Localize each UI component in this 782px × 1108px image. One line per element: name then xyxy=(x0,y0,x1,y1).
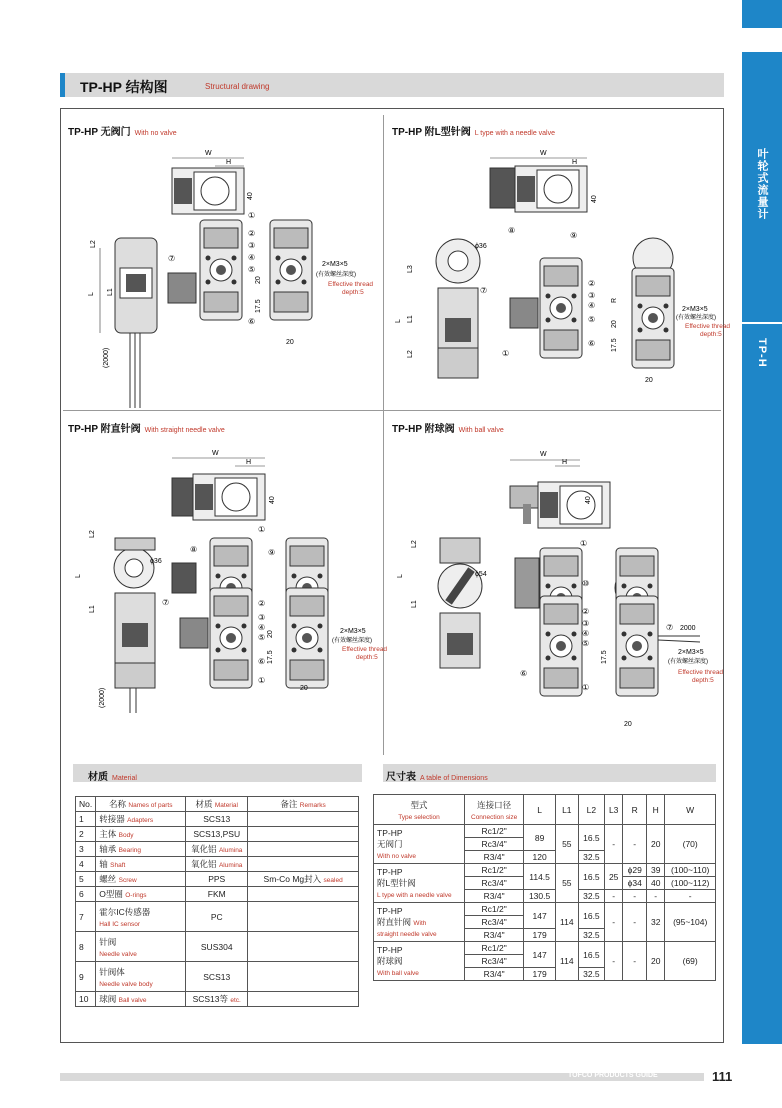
svg-text:depth:5: depth:5 xyxy=(700,331,722,338)
svg-text:L1: L1 xyxy=(411,600,418,608)
svg-text:②: ② xyxy=(258,599,266,608)
svg-text:④: ④ xyxy=(248,253,256,262)
svg-text:20: 20 xyxy=(624,721,632,728)
table-row: 2 主体 Body SCS13,PSU xyxy=(76,827,359,842)
svg-text:⑨: ⑨ xyxy=(268,548,276,557)
side-tab-model xyxy=(742,324,782,1044)
svg-text:①: ① xyxy=(502,349,510,358)
structural-drawings xyxy=(60,108,731,758)
table-row: R3/4" 120 32.5 xyxy=(374,851,716,864)
dim-L1-1: L1 xyxy=(107,288,114,296)
material-table: No. 名称 Names of parts 材质 Material 备注 Remarks 1 转接器 Adapters SCS13 2 主体 Body SCS13,PSU 3 轴承 Bearing 氧化铝 Alumina 4 轴 Shaft 氧化铝 Alumina 5 螺丝 Screw PPS Sm-Co Mg封入 sealed 6 O型圈 O-rings FKM 7 霍尔IC传感器 Hall IC sensor PC 8 针阀 Needle valve SUS304 9 针阀体 Needle valve body SCS13 10 球阀 Ball valve SCS13等 etc. xyxy=(75,796,359,1007)
table-row: 3 轴承 Bearing 氧化铝 Alumina xyxy=(76,842,359,857)
svg-text:W: W xyxy=(540,150,547,157)
svg-text:⑤: ⑤ xyxy=(588,315,596,324)
svg-text:L1: L1 xyxy=(89,605,96,613)
dim-L2-1: L2 xyxy=(90,240,97,248)
svg-text:④: ④ xyxy=(588,301,596,310)
svg-text:⑤: ⑤ xyxy=(248,265,256,274)
svg-text:(有效螺丝深度): (有效螺丝深度) xyxy=(316,272,356,278)
side-tab-model-label: TP-H xyxy=(756,338,768,368)
svg-text:①: ① xyxy=(258,676,266,685)
svg-text:⑥: ⑥ xyxy=(588,339,596,348)
svg-text:17.5: 17.5 xyxy=(267,650,274,664)
svg-text:40: 40 xyxy=(585,496,592,504)
svg-text:⑦: ⑦ xyxy=(480,286,488,295)
table-row: 10 球阀 Ball valve SCS13等 etc. xyxy=(76,992,359,1007)
svg-text:L: L xyxy=(397,574,404,578)
svg-text:H: H xyxy=(562,459,568,466)
svg-text:20: 20 xyxy=(645,377,653,384)
svg-text:⑦: ⑦ xyxy=(162,598,170,607)
svg-text:⑦: ⑦ xyxy=(666,623,674,632)
svg-text:④: ④ xyxy=(582,629,590,638)
svg-text:depth:5: depth:5 xyxy=(356,654,378,661)
svg-text:L3: L3 xyxy=(407,265,414,273)
table-row: Rc3/4" xyxy=(374,955,716,968)
svg-text:2×M3×5: 2×M3×5 xyxy=(682,306,708,313)
svg-text:W: W xyxy=(540,451,547,458)
dim-H-1: H xyxy=(226,159,232,166)
footer-brand: TOFCO PRODUCTS GUIDE xyxy=(568,1072,658,1079)
material-title: 材质 Material xyxy=(88,772,137,783)
dimensions-title: 尺寸表 A table of Dimensions xyxy=(386,772,488,783)
svg-text:17.5: 17.5 xyxy=(611,338,618,352)
svg-text:L2: L2 xyxy=(411,540,418,548)
svg-text:ϕ36: ϕ36 xyxy=(150,558,162,565)
svg-text:20: 20 xyxy=(267,630,274,638)
table-row: R3/4" 130.5 32.5 - - - - xyxy=(374,890,716,903)
svg-text:2×M3×5: 2×M3×5 xyxy=(340,628,366,635)
svg-text:2000: 2000 xyxy=(680,625,696,632)
svg-text:(有效螺丝深度): (有效螺丝深度) xyxy=(332,638,372,644)
svg-text:⑤: ⑤ xyxy=(258,633,266,642)
svg-text:L1: L1 xyxy=(407,315,414,323)
dim-W-1: W xyxy=(205,150,212,157)
svg-text:③: ③ xyxy=(588,291,596,300)
svg-text:Effective thread: Effective thread xyxy=(678,669,724,676)
svg-text:20: 20 xyxy=(611,320,618,328)
table-row: TP-HP 附L型针阀 L type with a needle valve Rc1/2" 114.5 55 16.5 25 ϕ29 39 (100~110) xyxy=(374,864,716,877)
dim-40-1: 40 xyxy=(247,192,254,200)
svg-text:W: W xyxy=(212,450,219,457)
svg-text:2×M3×5: 2×M3×5 xyxy=(678,649,704,656)
drawing-straight-needle-valve xyxy=(75,450,387,713)
svg-text:L2: L2 xyxy=(407,350,414,358)
table-row: Rc3/4" xyxy=(374,916,716,929)
svg-text:②: ② xyxy=(588,279,596,288)
table-row: R3/4" 179 32.5 xyxy=(374,968,716,981)
svg-text:depth:5: depth:5 xyxy=(692,677,714,684)
table-row: 5 螺丝 Screw PPS Sm-Co Mg封入 sealed xyxy=(76,872,359,887)
table-row: 6 O型圈 O-rings FKM xyxy=(76,887,359,902)
svg-text:L: L xyxy=(395,319,402,323)
drawing-ball-valve xyxy=(397,451,723,728)
svg-text:②: ② xyxy=(582,607,590,616)
table-row: TP-HP 无阀门 With no valve Rc1/2" 89 55 16.5 - - 20 (70) xyxy=(374,825,716,838)
dimensions-table: 型式 Type selection 连接口径 Connection size L L1 L2 L3 R H W TP-HP 无阀门 With no valve Rc1/2" 89 55 16.5 - - 20 (70) Rc3/4" R3/4" 120 32.5 TP-HP 附L型针阀 L type with a needle valve Rc1/2" 114.5 55 16.5 25 ϕ29 39 (100~110) Rc3/4" ϕ34 40 (100~112) R3/4" 130.5 32.5 - - - - TP-HP 附直针阀 With straight needle valve Rc1/2" 147 114 16.5 - - 32 (95~104) Rc3/4" R3/4" 179 32.5 TP-HP 附球阀 With ball valve Rc1/2" 147 114 16.5 - - 20 (69) Rc3/4" R3/4" 179 32.5 xyxy=(373,794,716,981)
table-row: 7 霍尔IC传感器 Hall IC sensor PC xyxy=(76,902,359,932)
side-tab-top xyxy=(742,0,782,28)
svg-text:⑧: ⑧ xyxy=(508,226,516,235)
svg-text:⑥: ⑥ xyxy=(520,669,528,678)
svg-text:20: 20 xyxy=(300,685,308,692)
table-row: 8 针阀 Needle valve SUS304 xyxy=(76,932,359,962)
svg-text:Effective thread: Effective thread xyxy=(685,323,731,330)
svg-text:L2: L2 xyxy=(89,530,96,538)
page-subtitle: Structural drawing xyxy=(205,82,270,91)
svg-text:(2000): (2000) xyxy=(99,687,106,708)
svg-text:⑩: ⑩ xyxy=(582,579,590,588)
table-row: TP-HP 附球阀 With ball valve Rc1/2" 147 114 16.5 - - 20 (69) xyxy=(374,942,716,955)
callout-7: ⑦ xyxy=(168,254,176,263)
svg-text:R: R xyxy=(611,297,618,303)
page-number: 111 xyxy=(712,1069,733,1084)
header-accent xyxy=(60,73,65,97)
svg-text:⑧: ⑧ xyxy=(190,545,198,554)
drawing-title-no-valve: TP-HP 无阀门 With no valve xyxy=(68,127,177,138)
svg-text:⑥: ⑥ xyxy=(258,657,266,666)
svg-text:H: H xyxy=(572,159,578,166)
drawing-title-straight-needle: TP-HP 附直针阀 With straight needle valve xyxy=(68,424,225,435)
svg-text:①: ① xyxy=(258,525,266,534)
page-title: TP-HP 结构图 xyxy=(80,79,168,95)
svg-text:(有效螺丝深度): (有效螺丝深度) xyxy=(676,315,716,321)
drawing-title-l-needle: TP-HP 附L型针阀 L type with a needle valve xyxy=(392,127,556,138)
drawing-title-ball-valve: TP-HP 附球阀 With ball valve xyxy=(392,424,504,435)
svg-text:(有效螺丝深度): (有效螺丝深度) xyxy=(668,659,708,665)
table-row: 1 转接器 Adapters SCS13 xyxy=(76,812,359,827)
svg-text:2×M3×5: 2×M3×5 xyxy=(322,261,348,268)
svg-text:17.5: 17.5 xyxy=(255,299,262,313)
svg-text:ϕ36: ϕ36 xyxy=(475,243,487,250)
svg-text:①: ① xyxy=(248,211,256,220)
svg-text:20: 20 xyxy=(286,339,294,346)
drawing-l-needle-valve xyxy=(395,150,730,384)
table-row: Rc3/4" ϕ34 40 (100~112) xyxy=(374,877,716,890)
svg-text:③: ③ xyxy=(582,619,590,628)
svg-text:⑥: ⑥ xyxy=(248,317,256,326)
svg-text:ϕ54: ϕ54 xyxy=(475,571,487,578)
table-row: 4 轴 Shaft 氧化铝 Alumina xyxy=(76,857,359,872)
svg-text:⑨: ⑨ xyxy=(570,231,578,240)
dim-L-1: L xyxy=(88,292,95,296)
svg-text:①: ① xyxy=(580,539,588,548)
svg-text:Effective thread: Effective thread xyxy=(342,646,388,653)
table-row: TP-HP 附直针阀 With straight needle valve Rc1/2" 147 114 16.5 - - 32 (95~104) xyxy=(374,903,716,916)
svg-text:④: ④ xyxy=(258,623,266,632)
svg-text:③: ③ xyxy=(258,613,266,622)
svg-text:Effective thread: Effective thread xyxy=(328,281,374,288)
svg-text:40: 40 xyxy=(591,195,598,203)
svg-text:②: ② xyxy=(248,229,256,238)
table-row: Rc3/4" xyxy=(374,838,716,851)
dim-2000-1: (2000) xyxy=(103,347,110,368)
svg-text:17.5: 17.5 xyxy=(601,650,608,664)
side-tab-category xyxy=(742,52,782,322)
svg-text:③: ③ xyxy=(248,241,256,250)
svg-text:depth:5: depth:5 xyxy=(342,289,364,296)
table-row: R3/4" 179 32.5 xyxy=(374,929,716,942)
svg-text:⑤: ⑤ xyxy=(582,639,590,648)
svg-text:40: 40 xyxy=(269,496,276,504)
svg-text:L: L xyxy=(75,574,82,578)
table-row: 9 针阀体 Needle valve body SCS13 xyxy=(76,962,359,992)
svg-text:20: 20 xyxy=(255,276,262,284)
svg-text:H: H xyxy=(246,459,252,466)
drawing-no-valve xyxy=(88,150,373,408)
side-tab-label: 叶轮式流量计 xyxy=(756,148,768,220)
svg-text:①: ① xyxy=(582,683,590,692)
